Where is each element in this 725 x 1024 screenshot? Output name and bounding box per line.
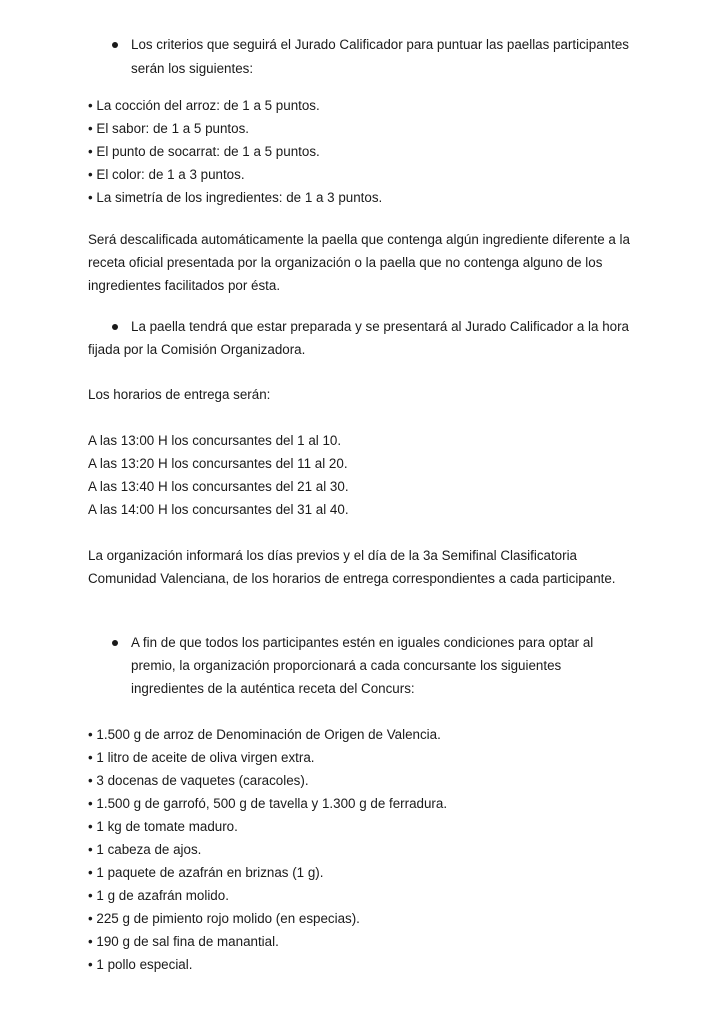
ingredient-item: • 1 g de azafrán molido. [88,888,229,903]
ingredients-intro-line-1: A fin de que todos los participantes estén en iguales condiciones para optar al [131,635,594,650]
ingredient-item: • 1 cabeza de ajos. [88,842,202,857]
schedule-item: A las 13:40 H los concursantes del 21 al 30. [88,479,349,494]
schedule-heading: Los horarios de entrega serán: [88,387,271,402]
criteria-item: • El punto de socarrat: de 1 a 5 puntos. [88,144,320,159]
ingredient-item: • 225 g de pimiento rojo molido (en especias). [88,911,360,926]
disqualification-line-1: Será descalificada automáticamente la paella que contenga algún ingrediente diferente a la [88,232,630,247]
criteria-item: • La simetría de los ingredientes: de 1 a 3 puntos. [88,190,383,205]
criteria-item: • El color: de 1 a 3 puntos. [88,167,245,182]
bullet-icon [112,324,118,330]
ingredient-item: • 1 pollo especial. [88,957,193,972]
ingredients-intro-line-3: ingredientes de la auténtica receta del Concurs: [131,681,415,696]
ingredients-intro-line-2: premio, la organización proporcionará a cada concursante los siguientes [131,658,562,673]
ingredient-item: • 1 litro de aceite de oliva virgen extra. [88,750,315,765]
schedule-item: A las 13:00 H los concursantes del 1 al 10. [88,433,342,448]
criteria-intro-line-1: Los criterios que seguirá el Jurado Calificador para puntuar las paellas participantes [131,37,629,52]
criteria-intro-line-2: serán los siguientes: [131,61,254,76]
schedule-item: A las 14:00 H los concursantes del 31 al 40. [88,502,349,517]
criteria-item: • El sabor: de 1 a 5 puntos. [88,121,250,136]
ingredient-item: • 1 kg de tomate maduro. [88,819,238,834]
disqualification-line-2: receta oficial presentada por la organización o la paella que no contenga alguno de los [88,255,603,270]
delivery-bullet-line-2: fijada por la Comisión Organizadora. [88,342,306,357]
ingredient-item: • 1 paquete de azafrán en briznas (1 g). [88,865,324,880]
ingredient-item: • 3 docenas de vaquetes (caracoles). [88,773,309,788]
ingredient-item: • 1.500 g de garrofó, 500 g de tavella y 1.300 g de ferradura. [88,796,448,811]
schedule-note-line-1: La organización informará los días previos y el día de la 3a Semifinal Clasificatoria [88,548,578,563]
schedule-note-line-2: Comunidad Valenciana, de los horarios de entrega correspondientes a cada participante. [88,571,616,586]
bullet-icon [112,42,118,48]
delivery-bullet-line-1: La paella tendrá que estar preparada y se presentará al Jurado Calificador a la hora [131,319,629,334]
ingredient-item: • 1.500 g de arroz de Denominación de Origen de Valencia. [88,727,441,742]
ingredient-item: • 190 g de sal fina de manantial. [88,934,279,949]
bullet-icon [112,640,118,646]
schedule-item: A las 13:20 H los concursantes del 11 al 20. [88,456,348,471]
criteria-item: • La cocción del arroz: de 1 a 5 puntos. [88,98,320,113]
disqualification-line-3: ingredientes facilitados por ésta. [88,278,281,293]
